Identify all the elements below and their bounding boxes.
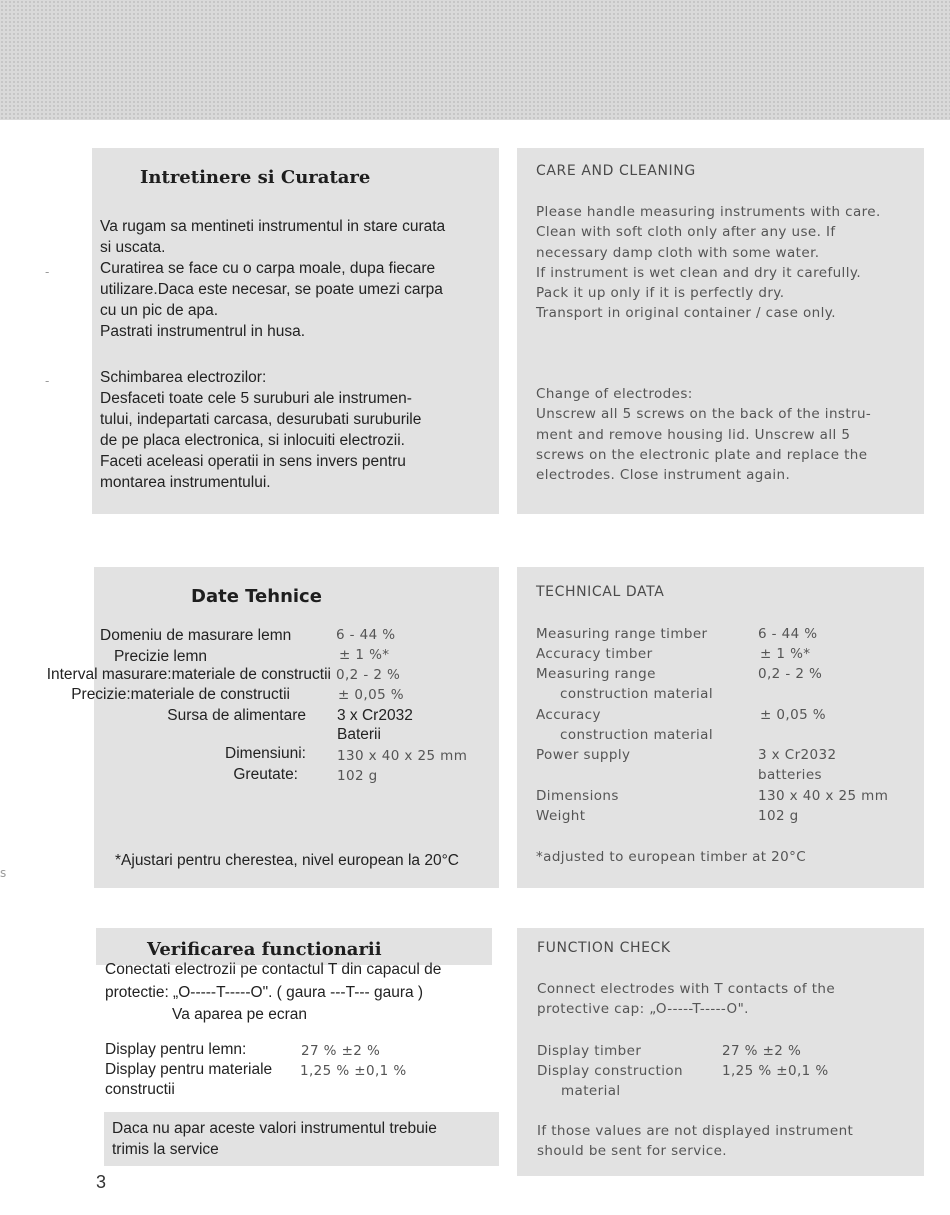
tech-ro-value: 0,2 - 2 %	[336, 667, 401, 683]
tech-en-label: Accuracy timber	[536, 646, 653, 662]
text-line: necessary damp cloth with some water.	[536, 244, 820, 261]
text-line: Desfaceti toate cele 5 suruburi ale instrumen-	[100, 390, 412, 407]
tech-en-value: batteries	[758, 767, 822, 783]
text-line: Change of electrodes:	[536, 386, 693, 402]
text-line: electrodes. Close instrument again.	[536, 467, 791, 484]
text-line: Va aparea pe ecran	[172, 1006, 308, 1023]
care-en-title: CARE AND CLEANING	[536, 163, 696, 179]
text-line: Pastrati instrumentrul in husa.	[100, 323, 306, 340]
text-line: montarea instrumentului.	[100, 474, 271, 491]
tech-ro-value: ± 1 %*	[339, 647, 390, 663]
text-line: Clean with soft cloth only after any use. If	[536, 224, 836, 241]
text-line: Schimbarea electrozilor:	[100, 369, 267, 386]
text-line: si uscata.	[100, 239, 166, 256]
text-line: Transport in original container / case only.	[536, 305, 836, 322]
check-en-value: 1,25 % ±0,1 %	[722, 1063, 829, 1079]
tech-ro-value: ± 0,05 %	[338, 687, 404, 703]
tech-ro-footnote: *Ajustari pentru cherestea, nivel european la 20°C	[115, 852, 459, 869]
text-line: trimis la service	[112, 1141, 219, 1158]
text-line: Pack it up only if it is perfectly dry.	[536, 285, 785, 302]
check-ro-label: constructii	[105, 1081, 175, 1098]
tech-en-label: construction material	[560, 727, 713, 743]
care-en-paragraph-1	[536, 202, 881, 324]
tech-en-label: Measuring range timber	[536, 626, 708, 642]
tech-en-footnote: *adjusted to european timber at 20°C	[536, 849, 807, 865]
check-ro-label: Display pentru materiale	[105, 1061, 273, 1078]
text-line: should be sent for service.	[537, 1143, 727, 1160]
check-ro-outro	[112, 1118, 437, 1160]
tech-ro-value: Baterii	[337, 726, 381, 743]
check-en-value: 27 % ±2 %	[722, 1043, 802, 1059]
text-line: protective cap: „O-----T-----O".	[537, 1001, 749, 1018]
tech-en-label: Dimensions	[536, 788, 619, 804]
tech-en-value: 130 x 40 x 25 mm	[758, 788, 889, 804]
tech-ro-label: Interval masurare:materiale de constructii	[46, 666, 331, 683]
check-en-title: FUNCTION CHECK	[537, 940, 671, 956]
text-line: protectie: „O-----T-----O". ( gaura ---T--- gaura )	[105, 983, 424, 1001]
header-band	[0, 0, 950, 120]
tech-ro-value: 6 - 44 %	[336, 627, 396, 643]
margin-mark: s	[0, 866, 7, 880]
care-ro-paragraph-1	[100, 216, 445, 342]
tech-en-value: 6 - 44 %	[758, 626, 818, 642]
tech-en-value: 0,2 - 2 %	[758, 666, 823, 682]
tech-ro-label: Precizie lemn	[113, 648, 207, 665]
check-en-label: material	[561, 1083, 621, 1099]
tech-ro-title: Date Tehnice	[191, 586, 322, 607]
text-line: screws on the electronic plate and replace the	[536, 446, 868, 463]
text-line: Curatirea se face cu o carpa moale, dupa fiecare	[100, 260, 436, 277]
tech-en-value: ± 0,05 %	[760, 707, 826, 723]
text-line: Connect electrodes with T contacts of the	[537, 981, 836, 997]
text-line: Daca nu apar aceste valori instrumentul trebuie	[112, 1120, 437, 1137]
tech-en-label: Measuring range	[536, 666, 656, 682]
check-en-label: Display timber	[537, 1043, 642, 1059]
tech-en-value: ± 1 %*	[760, 646, 811, 662]
tech-en-label: Power supply	[536, 747, 631, 763]
page-number: 3	[96, 1172, 107, 1192]
tech-en-label: Weight	[536, 808, 586, 824]
tech-ro-label: Precizie:materiale de constructii	[71, 686, 290, 703]
check-ro-label: Display pentru lemn:	[105, 1041, 247, 1058]
text-line: Please handle measuring instruments with care.	[536, 204, 881, 220]
tech-en-label: Accuracy	[536, 707, 601, 723]
text-line: de pe placa electronica, si inlocuiti electrozii.	[100, 432, 405, 449]
text-line: ment and remove housing lid. Unscrew all 5	[536, 426, 851, 443]
check-ro-intro	[105, 959, 441, 1027]
margin-mark: -	[45, 265, 50, 279]
tech-en-title: TECHNICAL DATA	[536, 584, 665, 600]
tech-ro-label: Greutate:	[233, 766, 298, 783]
tech-ro-value: 3 x Cr2032	[337, 707, 413, 724]
text-line: Unscrew all 5 screws on the back of the instru-	[536, 406, 872, 423]
text-line: If those values are not displayed instrument	[537, 1123, 854, 1139]
text-line: utilizare.Daca este necesar, se poate umezi carpa	[100, 281, 443, 298]
care-ro-title: Intretinere si Curatare	[140, 167, 371, 188]
tech-en-value: 102 g	[758, 808, 799, 824]
text-line: Faceti aceleasi operatii in sens invers pentru	[100, 453, 406, 470]
check-en-label: Display construction	[537, 1063, 684, 1079]
tech-ro-label: Dimensiuni:	[225, 745, 306, 762]
check-ro-value: 1,25 % ±0,1 %	[300, 1063, 407, 1079]
tech-ro-label: Domeniu de masurare lemn	[100, 627, 292, 644]
check-ro-value: 27 % ±2 %	[301, 1043, 381, 1059]
text-line: Va rugam sa mentineti instrumentul in stare curata	[100, 218, 446, 235]
text-line: tului, indepartati carcasa, desurubati suruburile	[100, 411, 422, 428]
tech-ro-value: 130 x 40 x 25 mm	[337, 748, 468, 764]
check-en-intro	[537, 979, 835, 1020]
text-line: Conectati electrozii pe contactul T din capacul de	[105, 961, 442, 978]
tech-ro-label: Sursa de alimentare	[167, 707, 306, 724]
text-line: If instrument is wet clean and dry it carefully.	[536, 264, 862, 281]
tech-en-value: 3 x Cr2032	[758, 747, 837, 763]
check-ro-title: Verificarea functionarii	[147, 939, 382, 960]
tech-en-label: construction material	[560, 686, 713, 702]
care-en-paragraph-2	[536, 384, 871, 485]
text-line: cu un pic de apa.	[100, 302, 219, 319]
check-en-outro	[537, 1121, 853, 1162]
tech-ro-panel	[94, 567, 499, 888]
tech-ro-value: 102 g	[337, 768, 378, 784]
margin-mark: -	[45, 374, 50, 388]
care-ro-paragraph-2	[100, 367, 421, 493]
